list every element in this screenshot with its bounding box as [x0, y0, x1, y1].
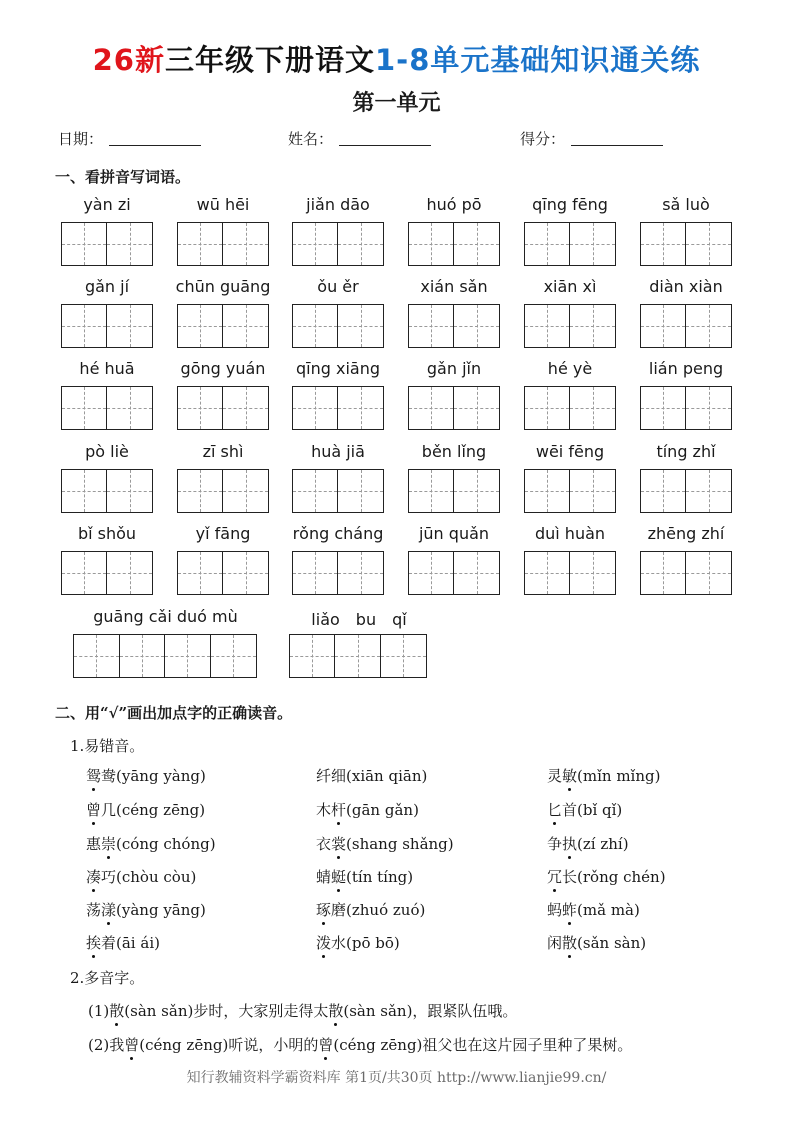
writing-cell[interactable] — [62, 552, 107, 594]
pinyin-label: jiǎn dāo — [306, 195, 370, 214]
writing-grid[interactable] — [524, 551, 616, 595]
item-text-before: 蜻 — [316, 868, 332, 886]
pinyin-label: ǒu ěr — [317, 277, 359, 296]
pinyin-label: zhēng zhí — [647, 524, 725, 543]
pinyin-label: huó pō — [426, 195, 482, 214]
writing-cell[interactable] — [570, 552, 615, 594]
dotted-character: 散 — [562, 934, 578, 952]
writing-grid[interactable] — [61, 222, 153, 266]
writing-cell[interactable] — [178, 387, 223, 429]
pinyin-label: yǐ fāng — [195, 524, 251, 543]
pinyin-label: hé huā — [79, 359, 135, 378]
pinyin-label: xián sǎn — [420, 277, 488, 296]
pronunciation-item[interactable] — [316, 899, 425, 920]
pronunciation-item[interactable] — [547, 765, 660, 786]
writing-grid[interactable] — [292, 386, 384, 430]
item-text-before: 蚂 — [547, 901, 563, 919]
writing-grid[interactable] — [177, 551, 269, 595]
writing-cell[interactable] — [223, 387, 268, 429]
pinyin-label: zī shì — [202, 442, 244, 461]
item-text-after: (cóng chóng) — [116, 835, 216, 853]
writing-cell[interactable] — [293, 387, 338, 429]
dotted-character: 匕 — [547, 801, 563, 819]
writing-cell[interactable] — [570, 387, 615, 429]
pinyin-label: chūn guāng — [175, 277, 271, 296]
pinyin-label: sǎ luò — [662, 195, 710, 214]
writing-grid[interactable] — [61, 469, 153, 513]
item-text-before: 木 — [316, 801, 332, 819]
writing-cell[interactable] — [223, 552, 268, 594]
writing-grid[interactable] — [524, 386, 616, 430]
item-text-after: (gān gǎn) — [346, 801, 419, 819]
item-text-before: 纤细( — [316, 767, 352, 785]
writing-grid[interactable] — [292, 222, 384, 266]
pronunciation-item[interactable] — [316, 765, 427, 786]
writing-cell[interactable] — [120, 635, 166, 677]
pinyin-label: wū hēi — [196, 195, 250, 214]
writing-grid[interactable] — [289, 634, 427, 678]
writing-cell[interactable] — [335, 635, 380, 677]
item-text-after: 几(céng zēng) — [101, 801, 206, 819]
writing-cell[interactable] — [178, 305, 223, 347]
writing-cell[interactable] — [178, 552, 223, 594]
polyphonic-sentence[interactable] — [88, 1000, 517, 1021]
writing-cell[interactable] — [525, 305, 570, 347]
pronunciation-item[interactable] — [86, 765, 206, 786]
writing-grid[interactable] — [640, 304, 732, 348]
writing-grid[interactable] — [640, 551, 732, 595]
item-text-after: 巧(chòu còu) — [101, 868, 197, 886]
item-text-before: 灵 — [547, 767, 563, 785]
item-text-after: 磨(zhuó zuó) — [331, 901, 426, 919]
writing-cell[interactable] — [338, 387, 383, 429]
dotted-character: 散 — [328, 1002, 344, 1020]
writing-cell[interactable] — [686, 305, 731, 347]
pronunciation-item[interactable] — [547, 799, 622, 820]
dotted-character: 崇 — [101, 835, 117, 853]
writing-cell[interactable] — [686, 387, 731, 429]
item-text-after: (shang shǎng) — [346, 835, 454, 853]
writing-cell[interactable] — [686, 470, 731, 512]
writing-grid[interactable] — [524, 222, 616, 266]
pinyin-label: huà jiā — [311, 442, 365, 461]
writing-cell[interactable] — [525, 552, 570, 594]
writing-cell[interactable] — [74, 635, 120, 677]
writing-cell[interactable] — [223, 305, 268, 347]
writing-cell[interactable] — [223, 223, 268, 265]
writing-grid[interactable] — [61, 551, 153, 595]
pinyin-label: rǒng cháng — [292, 524, 384, 543]
writing-cell[interactable] — [409, 387, 454, 429]
item-text-before: 衣 — [316, 835, 332, 853]
pronunciation-item[interactable] — [86, 932, 160, 953]
writing-cell[interactable] — [525, 470, 570, 512]
pinyin-label: tíng zhǐ — [656, 442, 716, 461]
item-text-after: (mǎ mà) — [577, 901, 640, 919]
writing-grid[interactable] — [640, 386, 732, 430]
item-text-after: (zí zhí) — [577, 835, 629, 853]
writing-cell[interactable] — [454, 387, 499, 429]
writing-cell[interactable] — [223, 470, 268, 512]
writing-cell[interactable] — [107, 552, 152, 594]
pinyin-label: wēi fēng — [535, 442, 605, 461]
pronunciation-item[interactable] — [316, 866, 413, 887]
pinyin-label: hé yè — [547, 359, 593, 378]
pronunciation-item[interactable] — [86, 899, 206, 920]
sentence-text: (sàn sǎn)步时，大家别走得太 — [124, 1002, 329, 1020]
sentence-text: (1) — [88, 1002, 110, 1020]
writing-cell[interactable] — [178, 470, 223, 512]
score-field[interactable] — [520, 128, 663, 149]
writing-grid[interactable] — [408, 469, 500, 513]
item-text-before: 争 — [547, 835, 563, 853]
sentence-text: (2)我 — [88, 1036, 125, 1054]
writing-cell[interactable] — [338, 552, 383, 594]
sentence-text: (céng zēng)祖父也在这片园子里种了果树。 — [333, 1036, 633, 1054]
writing-grid[interactable] — [292, 551, 384, 595]
item-text-after: (tín tíng) — [346, 868, 414, 886]
dotted-character: 冗 — [547, 868, 563, 886]
item-text-after: 水(pō bō) — [331, 934, 400, 952]
pronunciation-item[interactable] — [547, 833, 629, 854]
writing-cell[interactable] — [686, 552, 731, 594]
item-text-before: 闲 — [547, 934, 563, 952]
pinyin-label: lián peng — [648, 359, 724, 378]
item-text-before: 惠 — [86, 835, 102, 853]
pinyin-label: gǎn jǐn — [426, 359, 482, 378]
writing-grid[interactable] — [177, 222, 269, 266]
writing-grid[interactable] — [292, 469, 384, 513]
dotted-character: 曾 — [86, 801, 102, 819]
score-blank[interactable] — [571, 131, 663, 146]
writing-cell[interactable] — [338, 305, 383, 347]
dotted-character: 裳 — [331, 835, 347, 853]
dotted-character: 执 — [562, 835, 578, 853]
writing-grid[interactable] — [408, 551, 500, 595]
pinyin-label: qīng xiāng — [296, 359, 380, 378]
writing-cell[interactable] — [178, 223, 223, 265]
writing-grid[interactable] — [408, 304, 500, 348]
pinyin-label: guāng cǎi duó mù — [93, 607, 238, 626]
pinyin-label: yàn zi — [83, 195, 131, 214]
writing-grid[interactable] — [177, 386, 269, 430]
pronunciation-item[interactable] — [86, 799, 205, 820]
item-text-after: 首(bǐ qǐ) — [562, 801, 623, 819]
writing-grid[interactable] — [640, 222, 732, 266]
pinyin-label: běn lǐng — [421, 442, 487, 461]
writing-cell[interactable] — [409, 223, 454, 265]
info-row — [0, 128, 793, 154]
writing-cell[interactable] — [107, 305, 152, 347]
sentence-text: (sàn sǎn)，跟紧队伍哦。 — [343, 1002, 518, 1020]
writing-cell[interactable] — [409, 470, 454, 512]
writing-grid[interactable] — [524, 469, 616, 513]
date-blank[interactable] — [109, 131, 201, 146]
writing-cell[interactable] — [293, 223, 338, 265]
item-text-after: 长(rǒng chén) — [562, 868, 666, 886]
writing-grid[interactable] — [177, 469, 269, 513]
writing-cell[interactable] — [107, 470, 152, 512]
writing-cell[interactable] — [62, 470, 107, 512]
writing-cell[interactable] — [293, 470, 338, 512]
item-text-after: 鸯(yāng yàng) — [101, 767, 206, 785]
subsection-confusing-sounds: 1.易错音。 — [70, 737, 145, 755]
dotted-character: 曾 — [318, 1036, 334, 1054]
writing-cell[interactable] — [338, 470, 383, 512]
writing-cell[interactable] — [338, 223, 383, 265]
writing-cell[interactable] — [570, 470, 615, 512]
writing-grid[interactable] — [177, 304, 269, 348]
pinyin-label: xiān xì — [543, 277, 597, 296]
dotted-character: 琢 — [316, 901, 332, 919]
item-text-before: 荡 — [86, 901, 102, 919]
pinyin-label: gǎn jí — [84, 277, 130, 296]
pronunciation-item[interactable] — [316, 799, 419, 820]
pinyin-label: pò liè — [85, 442, 129, 461]
name-blank[interactable] — [339, 131, 431, 146]
writing-cell[interactable] — [62, 305, 107, 347]
pronunciation-item[interactable] — [86, 833, 216, 854]
subsection-polyphonic: 2.多音字。 — [70, 969, 145, 987]
writing-grid[interactable] — [524, 304, 616, 348]
writing-grid[interactable] — [292, 304, 384, 348]
writing-cell[interactable] — [290, 635, 335, 677]
writing-grid[interactable] — [61, 386, 153, 430]
pinyin-label: diàn xiàn — [649, 277, 723, 296]
item-text-after: (sǎn sàn) — [577, 934, 647, 952]
dotted-character: 鸳 — [86, 767, 102, 785]
pinyin-label: bǐ shǒu — [77, 524, 137, 543]
writing-cell[interactable] — [454, 552, 499, 594]
sentence-text: (céng zēng)听说，小明的 — [139, 1036, 319, 1054]
unit-title: 第一单元 — [352, 90, 441, 116]
dotted-character: 散 — [109, 1002, 125, 1020]
writing-grid[interactable] — [640, 469, 732, 513]
item-text-after: (mǐn mǐng) — [577, 767, 661, 785]
writing-cell[interactable] — [165, 635, 211, 677]
writing-cell[interactable] — [570, 305, 615, 347]
writing-cell[interactable] — [293, 305, 338, 347]
writing-cell[interactable] — [641, 223, 686, 265]
pronunciation-item[interactable] — [86, 866, 196, 887]
dotted-character: 敏 — [562, 767, 578, 785]
item-text-after: xiān qiān) — [351, 767, 428, 785]
pronunciation-item[interactable] — [547, 866, 666, 887]
date-label: 日期： — [58, 130, 104, 148]
writing-cell[interactable] — [381, 635, 426, 677]
dotted-character: 曾 — [124, 1036, 140, 1054]
writing-cell[interactable] — [525, 223, 570, 265]
dotted-character: 杆 — [331, 801, 347, 819]
dotted-character: 蜓 — [331, 868, 347, 886]
name-label: 姓名： — [288, 130, 334, 148]
writing-grid[interactable] — [73, 634, 257, 678]
pinyin-label: qīng fēng — [532, 195, 608, 214]
writing-cell[interactable] — [454, 223, 499, 265]
writing-cell[interactable] — [525, 387, 570, 429]
title-part-red: 26新 — [92, 43, 165, 77]
pinyin-label: liǎo bu qǐ — [311, 610, 407, 629]
pronunciation-item[interactable] — [316, 932, 400, 953]
pronunciation-item[interactable] — [547, 899, 640, 920]
dotted-character: 凑 — [86, 868, 102, 886]
pinyin-label: gōng yuán — [180, 359, 266, 378]
section1-heading: 一、看拼音写词语。 — [55, 168, 191, 186]
writing-cell[interactable] — [570, 223, 615, 265]
writing-grid[interactable] — [408, 222, 500, 266]
writing-cell[interactable] — [641, 387, 686, 429]
name-field[interactable] — [288, 128, 431, 149]
pronunciation-item[interactable] — [316, 833, 454, 854]
document-title — [0, 38, 793, 79]
writing-grid[interactable] — [408, 386, 500, 430]
writing-grid[interactable] — [61, 304, 153, 348]
writing-cell[interactable] — [409, 552, 454, 594]
writing-cell[interactable] — [62, 387, 107, 429]
writing-cell[interactable] — [62, 223, 107, 265]
writing-cell[interactable] — [641, 552, 686, 594]
writing-cell[interactable] — [409, 305, 454, 347]
dotted-character: 泼 — [316, 934, 332, 952]
writing-cell[interactable] — [686, 223, 731, 265]
item-text-after: 着(āi ái) — [101, 934, 160, 952]
writing-cell[interactable] — [211, 635, 256, 677]
writing-cell[interactable] — [107, 387, 152, 429]
pinyin-label: jūn quǎn — [418, 524, 490, 543]
item-text-after: (yàng yāng) — [116, 901, 206, 919]
dotted-character: 漾 — [101, 901, 117, 919]
dotted-character: 挨 — [86, 934, 102, 952]
writing-cell[interactable] — [454, 305, 499, 347]
writing-cell[interactable] — [107, 223, 152, 265]
page-footer: 知行教辅资料学霸资料库 第1页/共30页 http://www.lianjie99.cn/ — [186, 1070, 607, 1086]
date-field[interactable] — [58, 128, 201, 149]
title-part-blue: 1-8单元基础知识通关练 — [374, 43, 701, 77]
writing-cell[interactable] — [454, 470, 499, 512]
writing-cell[interactable] — [293, 552, 338, 594]
writing-cell[interactable] — [641, 470, 686, 512]
pronunciation-item[interactable] — [547, 932, 646, 953]
writing-cell[interactable] — [641, 305, 686, 347]
polyphonic-sentence[interactable] — [88, 1034, 632, 1055]
score-label: 得分： — [520, 130, 566, 148]
pinyin-label: duì huàn — [534, 524, 606, 543]
section2-heading: 二、用“√”画出加点字的正确读音。 — [55, 704, 293, 722]
dotted-character: 蚱 — [562, 901, 578, 919]
title-part-black: 三年级下册语文 — [164, 43, 375, 77]
